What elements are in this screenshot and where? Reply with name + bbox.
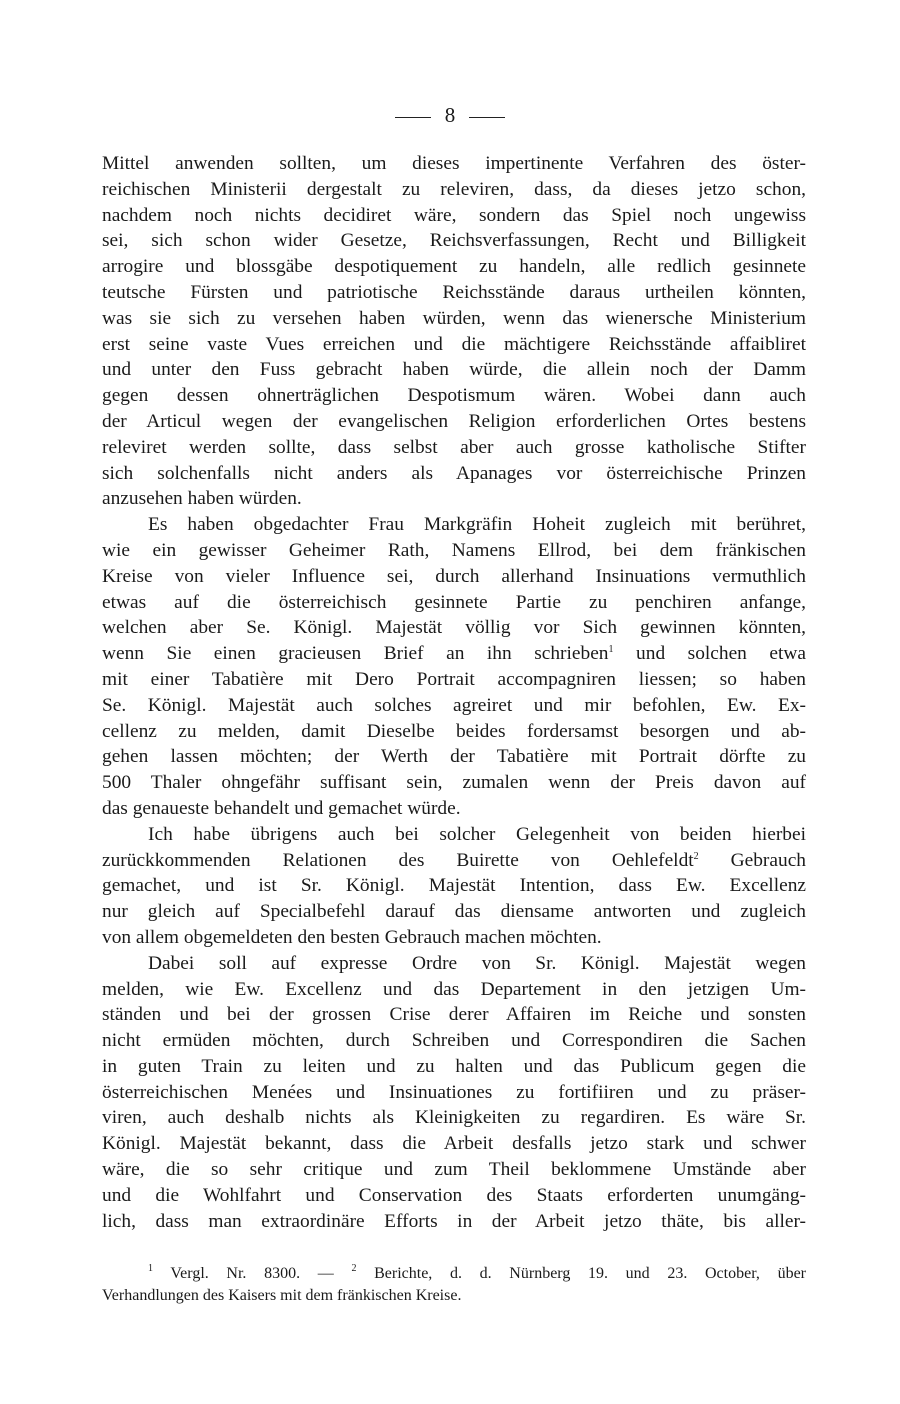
text-line: releviret werden sollte, dass selbst aber auch grosse katholische Stifter [102, 436, 806, 458]
text-line: Es haben obgedachter Frau Markgräfin Hoheit zugleich mit berühret, [148, 514, 806, 536]
header-dash-right [469, 117, 505, 118]
text-segment: zurückkommenden Relationen des Buirette von Oehlefeldt [102, 849, 694, 871]
text-line: Kreise von vieler Influence sei, durch allerhand Insinuations vermuthlich [102, 565, 806, 587]
text-segment: wenn Sie einen gracieusen Brief an ihn schrieben [102, 643, 609, 665]
footnote-marker: 1 [608, 644, 614, 656]
text-line: viren, auch deshalb nichts als Kleinigkeiten zu regardiren. Es wäre Sr. [102, 1107, 806, 1129]
text-line: melden, wie Ew. Excellenz und das Departement in den jetzigen Um- [102, 978, 806, 1000]
text-line: von allem obgemeldeten den besten Gebrauch machen möchten. [102, 926, 602, 948]
text-line: österreichischen Menées und Insinuationes zu fortifiiren und zu präser- [102, 1081, 806, 1103]
text-line: arrogire und blossgäbe despotiquement zu handeln, alle redlich gesinnete [102, 256, 806, 278]
text-line: was sie sich zu versehen haben würden, wenn das wienersche Ministerium [102, 307, 806, 329]
text-line: anzusehen haben würden. [102, 488, 302, 510]
text-line: gehen lassen möchten; der Werth der Tabatière mit Portrait dörfte zu [102, 746, 806, 768]
footnote-1-text: Vergl. Nr. 8300. — [170, 1265, 334, 1282]
footnote-line [102, 1263, 806, 1285]
text-line: 500 Thaler ohngefähr suffisant sein, zumalen wenn der Preis davon auf [102, 772, 806, 794]
text-line: nachdem noch nichts decidiret wäre, sondern das Spiel noch ungewiss [102, 204, 806, 226]
text-segment: Gebrauch [730, 849, 806, 871]
text-line: der Articul wegen der evangelischen Religion erforderlichen Ortes bestens [102, 410, 806, 432]
text-line: nur gleich auf Specialbefehl darauf das diensame antworten und zugleich [102, 901, 806, 923]
text-line: reichischen Ministerii dergestalt zu releviren, dass, da dieses jetzo schon, [102, 178, 806, 200]
text-line: Dabei soll auf expresse Ordre von Sr. Königl. Majestät wegen [148, 952, 806, 974]
text-line: sei, sich schon wider Gesetze, Reichsverfassungen, Recht und Billigkeit [102, 230, 806, 252]
text-line: cellenz zu melden, damit Dieselbe beides fordersamst besorgen und ab- [102, 720, 806, 742]
footnote-marker: 1 [148, 1263, 153, 1274]
footnote-marker: 2 [693, 850, 699, 862]
footnotes [102, 1263, 806, 1307]
page-header [0, 103, 900, 127]
text-line: erst seine vaste Vues erreichen und die mächtigere Reichsstände affaibliret [102, 333, 806, 355]
text-line: gemachet, und ist Sr. Königl. Majestät Intention, dass Ew. Excellenz [102, 875, 806, 897]
header-dash-left [395, 117, 431, 118]
text-line: Se. Königl. Majestät auch solches agreiret und mir befohlen, Ew. Ex- [102, 694, 806, 716]
text-line: in guten Train zu leiten und zu halten und das Publicum gegen die [102, 1055, 806, 1077]
text-line: wäre, die so sehr critique und zum Theil beklommene Umstände aber [102, 1159, 806, 1181]
text-line [102, 848, 806, 874]
page-number: 8 [444, 103, 456, 127]
text-segment: und solchen etwa [636, 643, 807, 665]
text-line: Ich habe übrigens auch bei solcher Gelegenheit von beiden hierbei [148, 823, 806, 845]
text-line: gegen dessen ohnerträglichen Despotismum wären. Wobei dann auch [102, 385, 806, 407]
text-line: teutsche Fürsten und patriotische Reichsstände daraus urtheilen könnten, [102, 281, 806, 303]
text-line: das genaueste behandelt und gemachet würde. [102, 797, 461, 819]
text-line: Mittel anwenden sollten, um dieses impertinente Verfahren des öster- [102, 153, 806, 174]
text-line: etwas auf die österreichisch gesinnete Partie zu penchiren anfange, [102, 591, 806, 613]
text-line: Königl. Majestät bekannt, dass die Arbeit desfalls jetzo stark und schwer [102, 1133, 806, 1155]
footnote-marker: 2 [351, 1263, 357, 1274]
body-text [102, 151, 806, 1234]
footnote-line: Verhandlungen des Kaisers mit dem fränkischen Kreise. [102, 1287, 462, 1304]
text-line: lich, dass man extraordinäre Efforts in der Arbeit jetzo thäte, bis aller- [102, 1210, 806, 1232]
text-line: nicht ermüden möchten, durch Schreiben und Correspondiren die Sachen [102, 1030, 806, 1052]
text-line: und die Wohlfahrt und Conservation des Staats erforderten unumgäng- [102, 1184, 806, 1206]
text-line: ständen und bei der grossen Crise derer Affairen im Reiche und sonsten [102, 1004, 806, 1026]
text-line: sich solchenfalls nicht anders als Apanages vor österreichische Prinzen [102, 462, 806, 484]
text-line: mit einer Tabatière mit Dero Portrait accompagniren liessen; so haben [102, 668, 806, 690]
text-line: wie ein gewisser Geheimer Rath, Namens Ellrod, bei dem fränkischen [102, 539, 806, 561]
text-line: und unter den Fuss gebracht haben würde, die allein noch der Damm [102, 359, 806, 381]
footnote-2-text: Berichte, d. d. Nürnberg 19. und 23. October, über [374, 1265, 806, 1282]
text-line: welchen aber Se. Königl. Majestät völlig vor Sich gewinnen könnten, [102, 617, 806, 639]
text-line [102, 641, 806, 667]
